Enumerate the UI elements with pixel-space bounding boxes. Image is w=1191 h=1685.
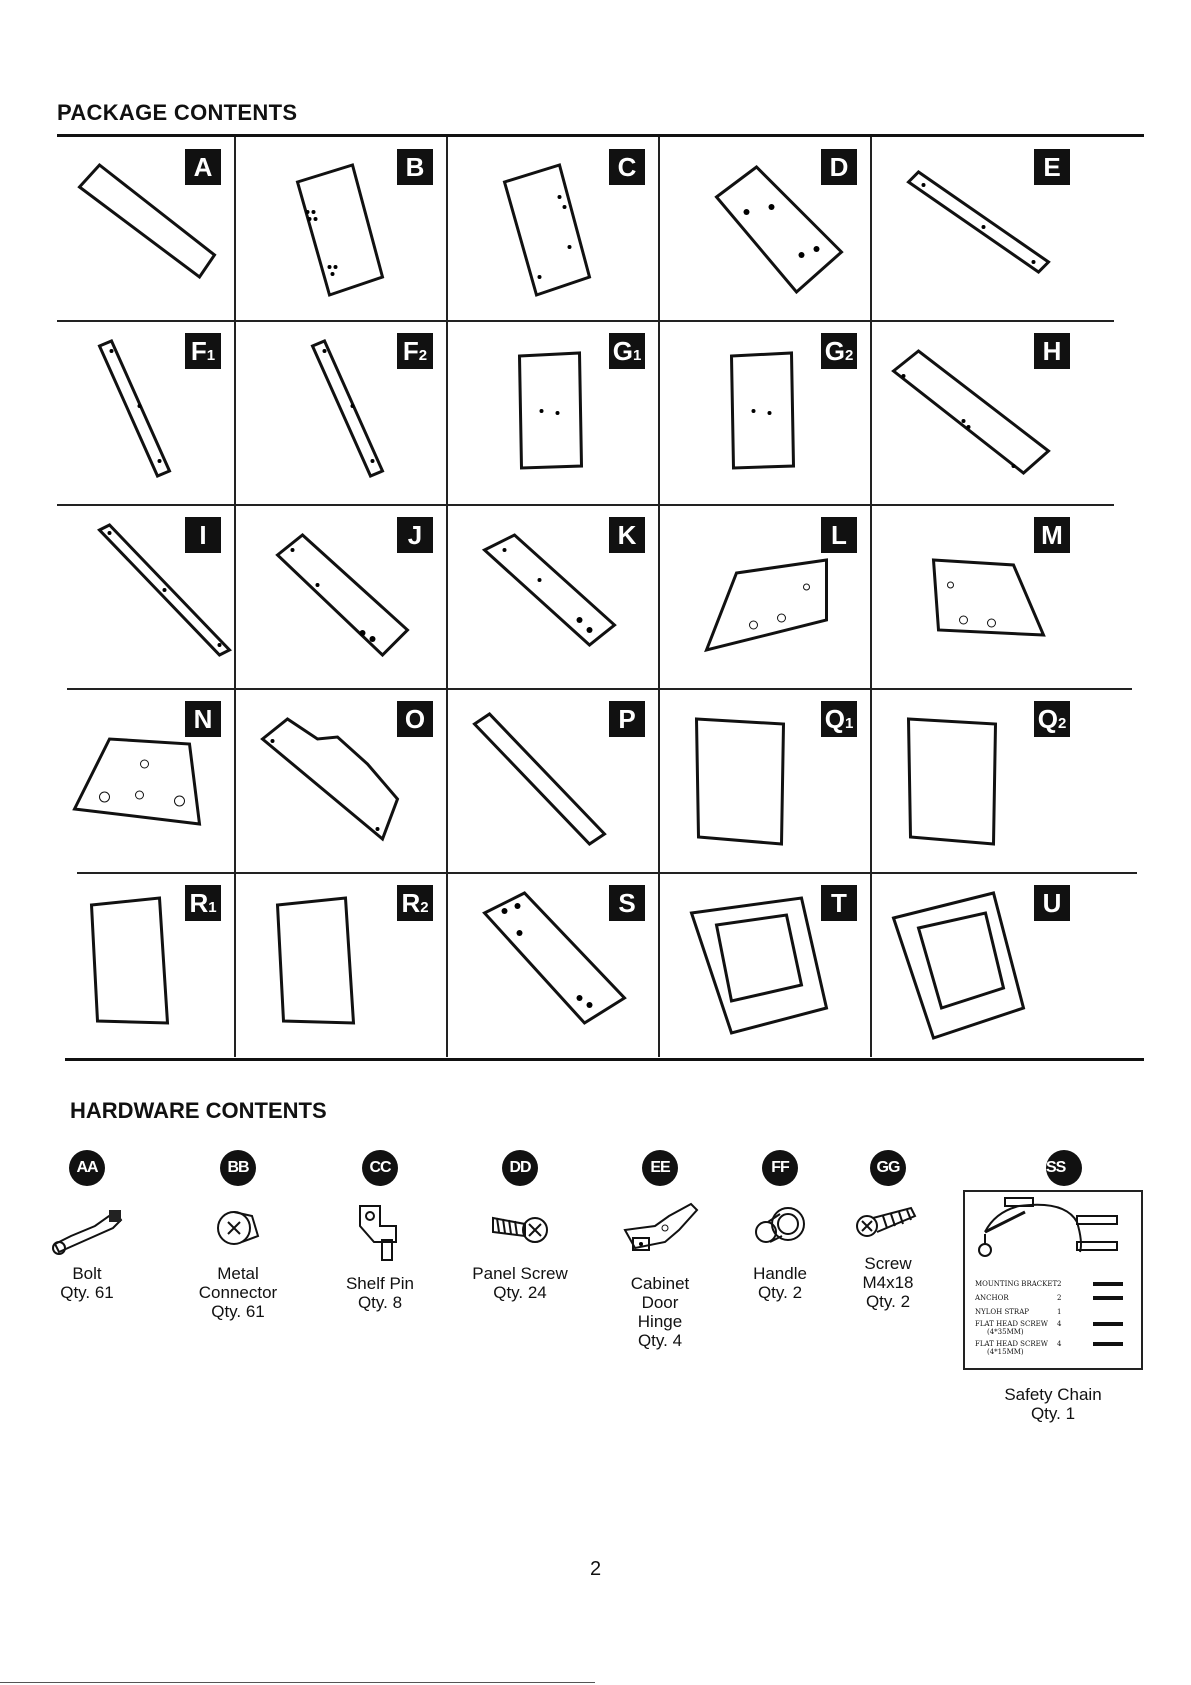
part-letter: K <box>617 520 637 550</box>
hardware-label-line: Metal <box>217 1264 259 1283</box>
part-label <box>1034 517 1070 553</box>
part-letter: P <box>618 704 636 734</box>
part-label <box>821 333 857 369</box>
part-cell-p <box>447 689 659 873</box>
part-label <box>609 333 645 369</box>
part-label <box>1034 701 1070 737</box>
part-cell-l <box>659 505 871 689</box>
grid-divider <box>658 137 660 1057</box>
hardware-label-line: Panel Screw <box>472 1264 568 1283</box>
hardware-label-line: Qty. 24 <box>493 1283 547 1302</box>
safety-chain-table-row <box>975 1280 1135 1288</box>
safety-chain-drawing <box>965 1192 1141 1262</box>
hardware-label-line: Hinge <box>637 1312 683 1331</box>
hardware-label-line: Qty. 61 <box>60 1283 114 1302</box>
hardware-drawing <box>818 1196 958 1250</box>
part-label <box>609 701 645 737</box>
hardware-item-bb <box>168 1150 308 1321</box>
part-cell-r1 <box>57 873 235 1057</box>
safety-chain-part-size: (4*35MM) <box>987 1328 1024 1336</box>
part-subscript: 2 <box>1057 715 1067 732</box>
hardware-code-badge: EE <box>642 1150 678 1186</box>
part-cell-h <box>871 321 1084 505</box>
part-label <box>185 149 221 185</box>
part-cell-f2 <box>235 321 447 505</box>
part-cell-e <box>871 137 1084 321</box>
part-subscript: 2 <box>420 899 429 916</box>
hardware-label-line: Shelf Pin <box>345 1274 415 1293</box>
safety-chain-part-icon <box>1093 1322 1123 1326</box>
safety-chain-part-name: MOUNTING BRACKET <box>975 1280 1058 1288</box>
part-label <box>397 885 433 921</box>
hardware-code-badge: GG <box>870 1150 906 1186</box>
part-cell-i <box>57 505 235 689</box>
part-label <box>397 333 433 369</box>
part-letter: H <box>1042 336 1062 366</box>
hardware-label-line: M4x18 <box>862 1273 914 1292</box>
part-letter: O <box>404 704 426 734</box>
part-label <box>609 517 645 553</box>
part-label <box>609 149 645 185</box>
safety-chain-part-icon <box>1093 1342 1123 1346</box>
part-cell-n <box>57 689 235 873</box>
hardware-label-line: Safety Chain <box>1004 1385 1102 1404</box>
hardware-label-line: Qty. 2 <box>865 1292 911 1311</box>
safety-chain-part-name: FLAT HEAD SCREW <box>975 1340 1048 1348</box>
part-cell-j <box>235 505 447 689</box>
part-label <box>185 885 221 921</box>
part-letter: G <box>824 336 845 366</box>
safety-chain-box <box>963 1190 1143 1370</box>
safety-chain-part-qty: 2 <box>1057 1294 1062 1302</box>
safety-chain-part-size: (4*15MM) <box>987 1348 1024 1356</box>
safety-chain-table-row <box>975 1308 1135 1316</box>
part-letter: Q <box>824 704 845 734</box>
part-letter: M <box>1041 520 1063 550</box>
part-letter: J <box>407 520 423 550</box>
part-subscript: 2 <box>844 347 854 364</box>
hardware-label-line: Connector <box>198 1283 278 1302</box>
hardware-label-line: Qty. 61 <box>211 1302 265 1321</box>
part-cell-o <box>235 689 447 873</box>
part-cell-r2 <box>235 873 447 1057</box>
safety-chain-part-qty: 4 <box>1057 1320 1062 1328</box>
part-cell-c <box>447 137 659 321</box>
part-cell-u <box>871 873 1084 1057</box>
hardware-item-aa <box>17 1150 157 1302</box>
part-letter: U <box>1042 888 1062 918</box>
part-cell-t <box>659 873 871 1057</box>
part-letter: F <box>190 336 207 366</box>
hardware-code-badge: DD <box>502 1150 538 1186</box>
hardware-label-line: Door <box>641 1293 679 1312</box>
part-letter: I <box>199 520 207 550</box>
part-letter: N <box>193 704 213 734</box>
hardware-item-dd <box>450 1150 590 1302</box>
part-letter: L <box>831 520 847 550</box>
part-subscript: 1 <box>632 347 642 364</box>
safety-chain-table-row <box>975 1340 1135 1356</box>
part-subscript: 1 <box>208 899 217 916</box>
part-cell-a <box>57 137 235 321</box>
hardware-label-line: Qty. 4 <box>637 1331 683 1350</box>
hardware-drawing <box>450 1196 590 1260</box>
safety-chain-table-row <box>975 1320 1135 1336</box>
hardware-label-line: Screw <box>864 1254 912 1273</box>
safety-chain-part-name: ANCHOR <box>975 1294 1009 1302</box>
safety-chain-part-qty: 4 <box>1057 1340 1062 1348</box>
part-letter: A <box>193 152 213 182</box>
hardware-label-line: Bolt <box>72 1264 102 1283</box>
hardware-item-gg <box>818 1150 958 1311</box>
hardware-drawing <box>310 1196 450 1270</box>
hardware-drawing <box>17 1196 157 1260</box>
part-label <box>821 885 857 921</box>
part-cell-b <box>235 137 447 321</box>
part-letter: R <box>401 888 421 918</box>
part-letter: T <box>831 888 847 918</box>
part-cell-q1 <box>659 689 871 873</box>
grid-bottom-rule <box>65 1058 1144 1061</box>
part-subscript: 2 <box>418 347 428 364</box>
part-label <box>609 885 645 921</box>
hardware-code-badge: BB <box>220 1150 256 1186</box>
hardware-drawing <box>590 1196 730 1270</box>
part-label <box>185 701 221 737</box>
part-letter: D <box>829 152 849 182</box>
part-label <box>1034 885 1070 921</box>
safety-chain-label <box>983 1385 1123 1423</box>
part-letter: Q <box>1037 704 1058 734</box>
hardware-code-badge: FF <box>762 1150 798 1186</box>
part-subscript: 1 <box>206 347 216 364</box>
safety-chain-part-qty: 1 <box>1057 1308 1062 1316</box>
hardware-label-line: Cabinet <box>630 1274 690 1293</box>
part-label <box>397 701 433 737</box>
part-letter: R <box>189 888 209 918</box>
hardware-drawing <box>168 1196 308 1260</box>
hardware-label-line: Handle <box>753 1264 807 1283</box>
part-letter: G <box>612 336 633 366</box>
part-label <box>821 701 857 737</box>
part-cell-k <box>447 505 659 689</box>
part-letter: E <box>1043 152 1061 182</box>
part-cell-q2 <box>871 689 1084 873</box>
part-label <box>397 517 433 553</box>
part-letter: B <box>405 152 425 182</box>
grid-divider <box>234 137 236 1057</box>
hardware-label-line: Qty. 8 <box>357 1293 403 1312</box>
safety-chain-part-qty: 2 <box>1057 1280 1062 1288</box>
parts-grid <box>57 137 1144 1060</box>
grid-divider <box>446 137 448 1057</box>
hardware-contents-title: HARDWARE CONTENTS <box>70 1098 327 1123</box>
part-subscript: 1 <box>844 715 854 732</box>
page-number: 2 <box>589 1558 602 1580</box>
hardware-code-badge: CC <box>362 1150 398 1186</box>
part-label <box>1034 149 1070 185</box>
hardware-code-badge: AA <box>69 1150 105 1186</box>
part-label <box>397 149 433 185</box>
part-label <box>185 333 221 369</box>
grid-divider <box>57 320 1114 322</box>
safety-chain-part-name: FLAT HEAD SCREW <box>975 1320 1048 1328</box>
hardware-item-ee <box>590 1150 730 1350</box>
package-contents-title: PACKAGE CONTENTS <box>57 100 298 125</box>
part-cell-g2 <box>659 321 871 505</box>
grid-divider <box>67 688 1132 690</box>
part-label <box>821 517 857 553</box>
part-cell-g1 <box>447 321 659 505</box>
part-cell-d <box>659 137 871 321</box>
grid-divider <box>870 137 872 1057</box>
grid-divider <box>77 872 1137 874</box>
grid-divider <box>57 504 1114 506</box>
safety-chain-part-icon <box>1093 1282 1123 1286</box>
part-letter: S <box>618 888 636 918</box>
part-label <box>821 149 857 185</box>
safety-chain-part-icon <box>1093 1296 1123 1300</box>
part-label <box>1034 333 1070 369</box>
part-cell-s <box>447 873 659 1057</box>
hardware-code-badge: SS <box>1046 1150 1082 1186</box>
hardware-label-line: Qty. 2 <box>757 1283 803 1302</box>
footer-rule <box>0 1682 595 1683</box>
hardware-label-line: Qty. 1 <box>1030 1404 1076 1423</box>
safety-chain-table-row <box>975 1294 1135 1302</box>
part-cell-f1 <box>57 321 235 505</box>
part-cell-m <box>871 505 1084 689</box>
hardware-item-cc <box>310 1150 450 1312</box>
part-label <box>185 517 221 553</box>
safety-chain-part-name: NYLOH STRAP <box>975 1308 1029 1316</box>
part-letter: C <box>617 152 637 182</box>
part-letter: F <box>402 336 419 366</box>
